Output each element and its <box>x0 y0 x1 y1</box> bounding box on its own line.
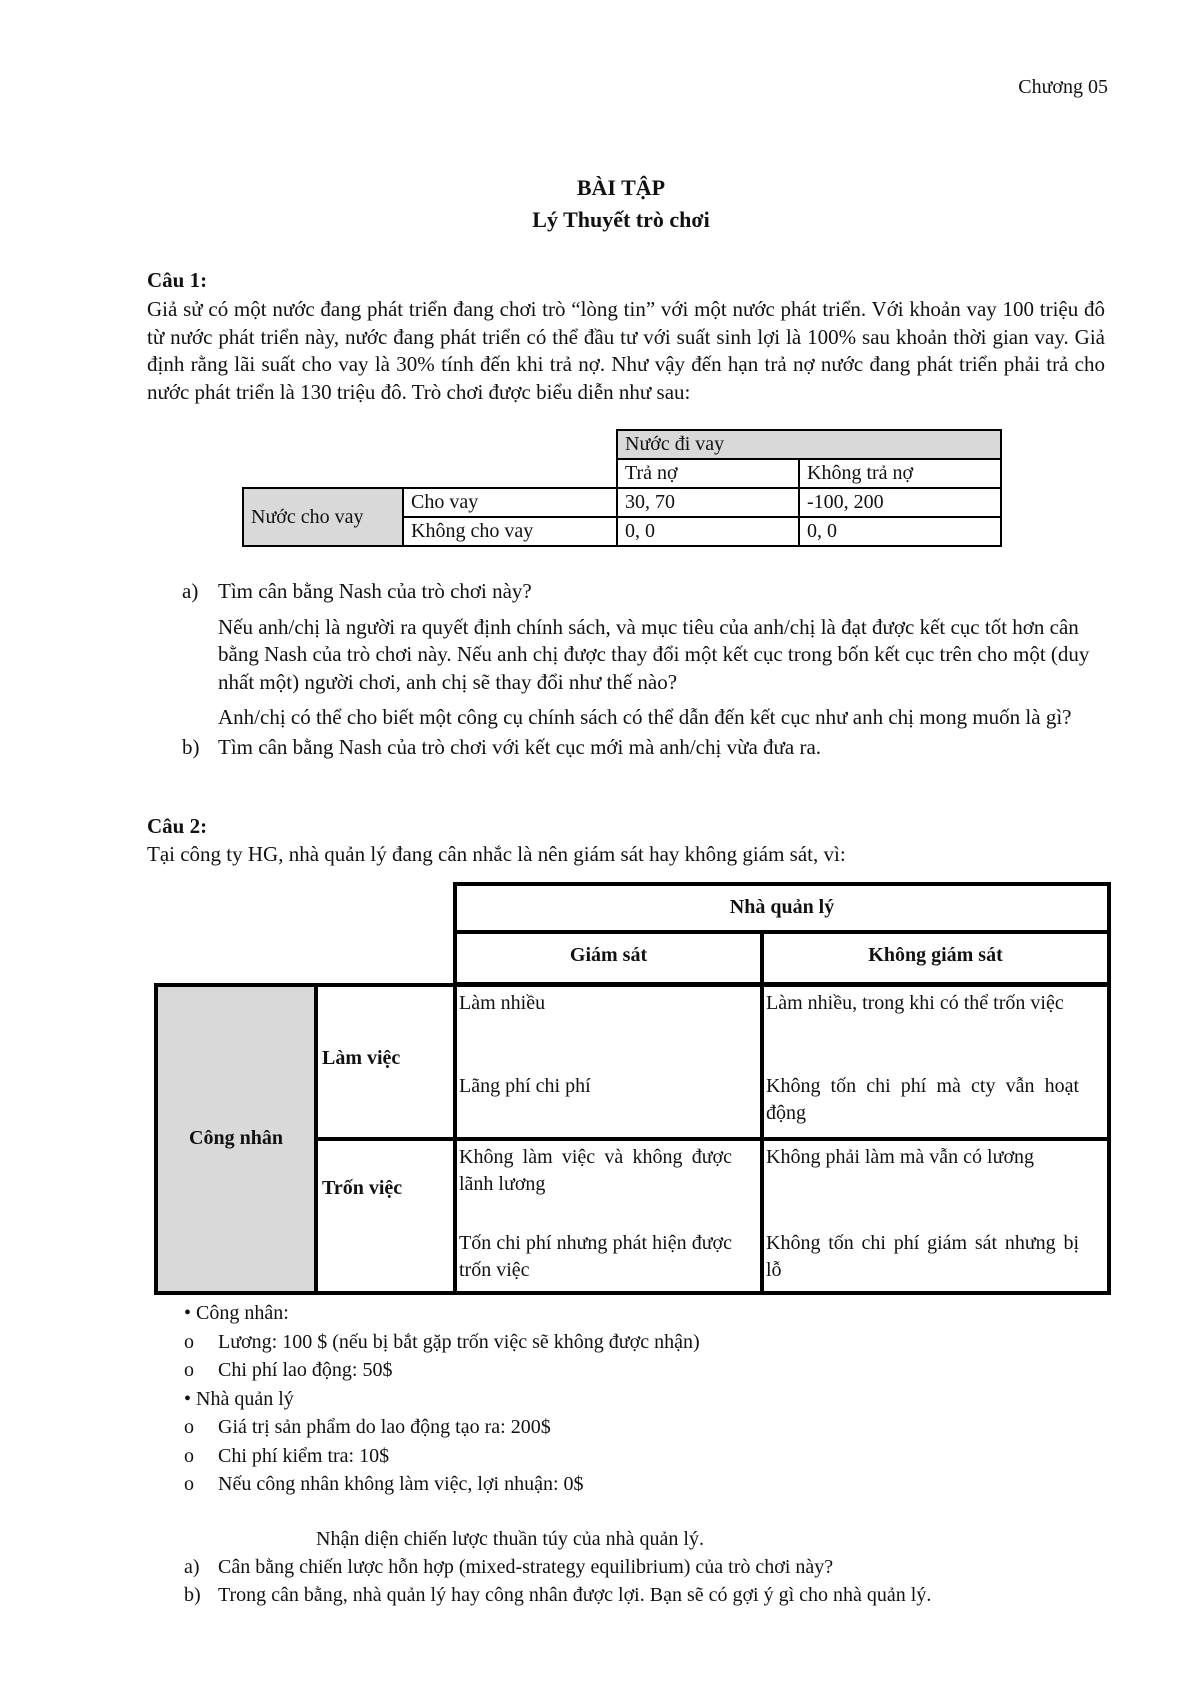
row-work: Làm việc <box>314 983 457 1141</box>
question-1-list <box>182 578 1102 761</box>
title-line-2: Lý Thuyết trò chơi <box>532 207 710 232</box>
col-no-repay: Không trả nợ <box>799 459 1001 488</box>
question-2-intro: Tại công ty HG, nhà quản lý đang cân nhắc là nên giám sát hay không giám sát, vì: <box>147 842 846 866</box>
question-1a-detail-1: Nếu anh/chị là người ra quyết định chính sách, và mục tiêu của anh/chị là đạt được kết cục tốt hơn cân bằng Nash của trò chơi này. Nếu anh chị được thay đổi một kết cục trong bốn kết cục trên cho một (duy nhất một) người chơi, anh chị sẽ thay đổi như thế nào? <box>218 614 1090 694</box>
list-marker: a) <box>184 1556 200 1578</box>
question-2-identify: Nhận diện chiến lược thuần túy của nhà quản lý. <box>316 1528 704 1550</box>
row-shirk: Trốn việc <box>314 1137 457 1295</box>
list-marker: b) <box>182 734 200 759</box>
payoff-cell: 0, 0 <box>799 517 1001 546</box>
list-item <box>182 578 1102 606</box>
list-marker: b) <box>184 1584 201 1606</box>
list-item: • Công nhân: <box>184 1302 289 1324</box>
list-item: • Nhà quản lý <box>184 1387 294 1410</box>
question-2b: Trong cân bằng, nhà quản lý hay công nhân được lợi. Bạn sẽ có gợi ý gì cho nhà quản lý. <box>218 1584 932 1606</box>
col-no-monitor: Không giám sát <box>760 930 1111 986</box>
trust-game-table <box>242 429 1002 547</box>
title-line-1: BÀI TẬP <box>576 175 666 200</box>
lender-header: Nước cho vay <box>243 488 403 546</box>
question-2a: Cân bằng chiến lược hỗn hợp (mixed-strategy equilibrium) của trò chơi này? <box>218 1556 834 1578</box>
question-1a: Tìm cân bằng Nash của trò chơi này? <box>218 579 532 603</box>
list-item <box>182 734 1102 762</box>
list-item <box>184 1581 931 1609</box>
col-monitor: Giám sát <box>453 930 764 986</box>
payoff-cell: -100, 200 <box>799 488 1001 517</box>
list-item: o Nếu công nhân không làm việc, lợi nhuận: 0$ <box>184 1473 584 1495</box>
payoff-cell: Làm nhiều Lãng phí chi phí <box>453 983 764 1141</box>
payoff-details-list <box>184 1299 700 1499</box>
list-item: o Lương: 100 $ (nếu bị bắt gặp trốn việc sẽ không được nhận) <box>184 1330 700 1353</box>
question-1b: Tìm cân bằng Nash của trò chơi với kết cục mới mà anh/chị vừa đưa ra. <box>218 734 822 759</box>
col-repay: Trả nợ <box>617 459 799 488</box>
list-marker: a) <box>182 579 199 603</box>
question-1-heading: Câu 1: <box>147 268 208 292</box>
payoff-cell: 30, 70 <box>617 488 799 517</box>
document-title <box>0 172 1200 236</box>
question-2-heading: Câu 2: <box>147 814 208 838</box>
list-item: o Chi phí kiểm tra: 10$ <box>184 1444 390 1467</box>
question-1-intro: Giả sử có một nước đang phát triển đang chơi trò “lòng tin” với một nước phát triển. Với khoản vay 100 triệu đô từ nước phát triển này, nước đang phát triển có thể đầu tư với suất sinh lợi là 100% sau khoản thời gian vay. Giả định rằng lãi suất cho vay là 30% tính đến khi trả nợ. Như vậy đến hạn trả nợ nước đang phát triển phải trả cho nước phát triển là 130 triệu đô. Trò chơi được biểu diễn như sau: <box>147 297 1105 404</box>
borrower-header: Nước đi vay <box>617 430 1001 459</box>
payoff-cell: 0, 0 <box>617 517 799 546</box>
manager-header: Nhà quản lý <box>453 882 1111 934</box>
row-no-lend: Không cho vay <box>403 517 617 546</box>
payoff-cell: Không làm việc và không được lãnh lương Tốn chi phí nhưng phát hiện được trốn việc <box>453 1137 764 1295</box>
payoff-cell: Làm nhiều, trong khi có thể trốn việc Không tốn chi phí mà cty vẫn hoạt động <box>760 983 1111 1141</box>
list-item <box>184 1553 833 1581</box>
worker-header: Công nhân <box>154 983 318 1295</box>
list-item: o Giá trị sản phẩm do lao động tạo ra: 200$ <box>184 1416 551 1438</box>
question-1a-detail-2: Anh/chị có thể cho biết một công cụ chính sách có thể dẫn đến kết cục như anh chị mong muốn là gì? <box>218 705 1072 729</box>
payoff-cell: Không phải làm mà vẫn có lương Không tốn chi phí giám sát nhưng bị lỗ <box>760 1137 1111 1295</box>
row-lend: Cho vay <box>403 488 617 517</box>
chapter-header: Chương 05 <box>1018 76 1108 98</box>
list-item: o Chi phí lao động: 50$ <box>184 1359 393 1381</box>
